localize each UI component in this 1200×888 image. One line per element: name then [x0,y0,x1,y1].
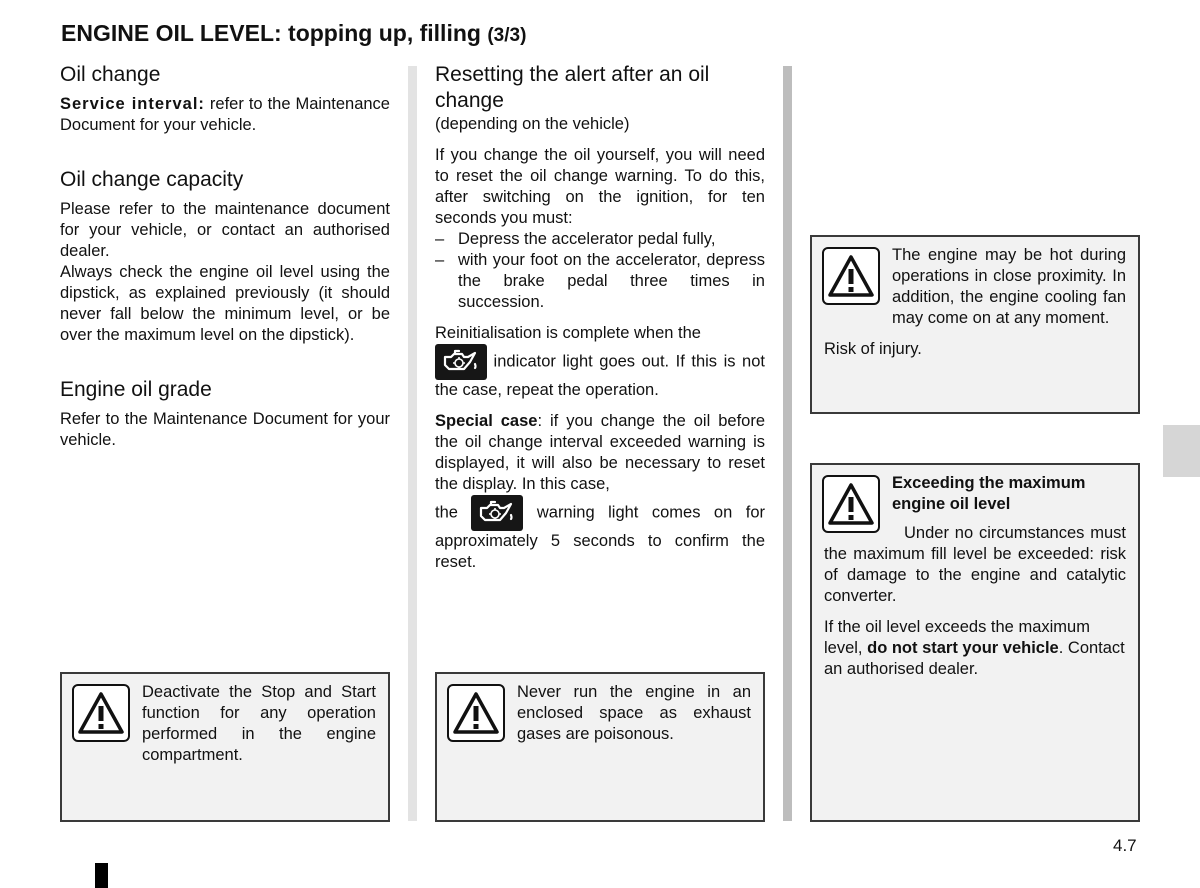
page-title [61,20,526,47]
reset-note: (depending on the vehicle) [435,115,630,133]
column-left [60,62,390,451]
oil-change-heading: Oil change [60,63,161,86]
reinit-paragraph [435,323,765,401]
oil-change-indicator-icon [435,344,487,380]
reset-heading: Resetting the alert after an oil change [435,63,710,112]
grade-heading: Engine oil grade [60,378,212,401]
reset-steps [435,229,765,313]
warning-box-exceed-max-oil [810,463,1140,822]
risk-of-injury-text: Risk of injury. [824,340,922,358]
oil-change-warning-icon [471,495,523,531]
chapter-tab [1163,425,1200,477]
column-separator-2 [783,66,792,821]
page-number: 4.7 [1113,836,1137,855]
warning-box-stop-start [60,672,390,822]
special-case-text-2: warning light comes on for approximately 5 seconds to confirm the reset. [435,503,765,571]
exceed-paragraph-2 [824,617,1126,680]
column-separator-1 [408,66,417,821]
special-case-text: : if you change the oil before the oil change interval exceeded warning is displayed, it will also be necessary to reset the display. In this case, [435,412,765,493]
reset-intro: If you change the oil yourself, you will need to reset the oil change warning. To do this, after switching on the ignition, for ten seconds you must: [435,146,765,227]
special-case-the: the [435,503,472,522]
warning-triangle-icon [72,684,130,742]
stop-start-text: Deactivate the Stop and Start function for any operation performed in the engine compartment. [142,683,376,764]
warning-triangle-icon [447,684,505,742]
capacity-heading: Oil change capacity [60,168,244,191]
special-case-label: Special case [435,412,538,430]
warning-box-enclosed-space [435,672,765,822]
exceed-text-a: If the oil level exceeds the maximum level, [824,618,1090,657]
reset-step-1: – Depress the accelerator pedal fully, [435,229,765,250]
service-interval-paragraph [60,94,390,136]
exceed-text-bold: do not start your vehicle [867,639,1059,657]
service-interval-label: Service interval: [60,95,205,113]
warning-triangle-icon [822,247,880,305]
exceed-text-c: . Contact an authorised dealer. [824,639,1125,678]
reset-step-2: – with your foot on the accelerator, depress the brake pedal three times in succession. [435,250,765,313]
exceed-paragraph-1: Under no circumstances must the maximum fill level be exceeded: risk of damage to the engine and catalytic converter. [824,524,1126,605]
title-text: ENGINE OIL LEVEL: topping up, filling [61,20,481,46]
capacity-paragraph-2: Always check the engine oil level using the dipstick, as explained previously (it should never fall below the minimum level, or be over the maximum level on the dipstick). [60,263,390,344]
special-case-paragraph [435,411,765,573]
corner-mark [95,863,108,888]
hot-engine-text: The engine may be hot during operations in close proximity. In addition, the engine cooling fan may come on at any moment. [892,246,1126,327]
reinit-text-2: indicator light goes out. If this is not the case, repeat the operation. [435,352,765,399]
capacity-paragraph-1: Please refer to the maintenance document for your vehicle, or contact an authorised dealer. [60,200,390,260]
warning-box-hot-engine [810,235,1140,414]
exceed-heading: Exceeding the maximum engine oil level [892,474,1086,513]
enclosed-space-text: Never run the engine in an enclosed space as exhaust gases are poisonous. [517,683,751,743]
grade-paragraph: Refer to the Maintenance Document for your vehicle. [60,410,390,449]
title-suffix: (3/3) [487,25,527,46]
reinit-text: Reinitialisation is complete when the [435,324,701,342]
service-interval-text: refer to the Maintenance Document for your vehicle. [60,95,390,134]
warning-triangle-icon [822,475,880,533]
column-middle [435,62,765,573]
